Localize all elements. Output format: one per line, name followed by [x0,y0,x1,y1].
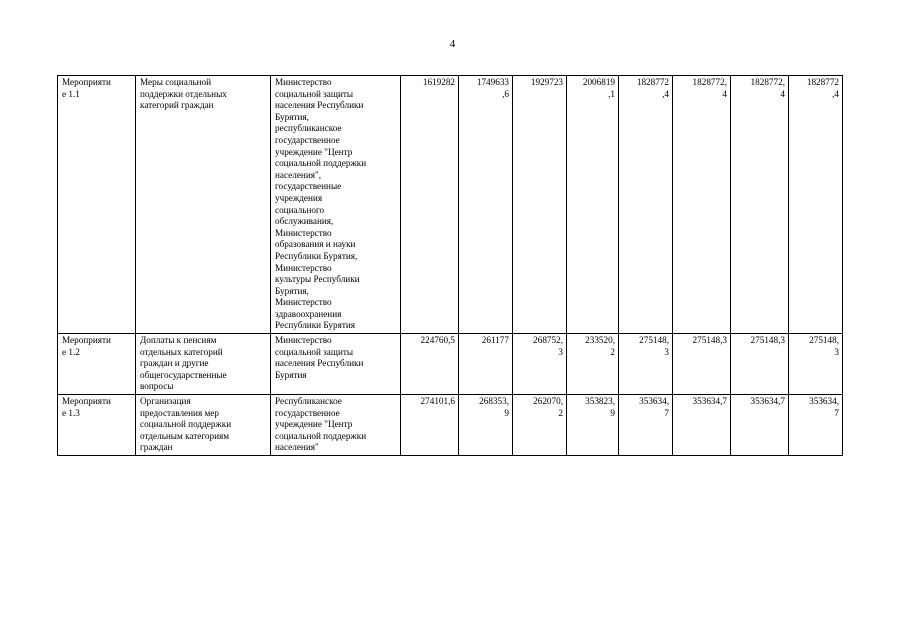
funding-value-cell [619,334,673,395]
measure-code-cell [58,334,136,395]
funding-value-cell-line: ,4 [662,88,669,99]
funding-value-cell-line: 353634,7 [692,396,727,407]
funding-value-cell-line: 1828772 [806,77,839,87]
funding-value-cell [673,334,731,395]
executor-cell-line: государственное [275,134,340,145]
executor-cell-line: Республики Бурятия, [275,250,358,261]
funding-value-cell-line: 3 [834,346,839,357]
executor-cell-line: Республики Бурятия [275,320,356,331]
measure-code-cell-line: Мероприяти [62,335,111,346]
funding-value-cell-line: 275148,3 [692,335,727,346]
executor-cell-line: населения" [275,442,319,453]
funding-value-cell [731,334,789,395]
executor-cell-line: Бурятия, [275,111,309,122]
funding-value-cell-line: 1828772, [692,77,727,87]
measure-name-cell [136,395,271,456]
page-number: 4 [449,38,456,50]
funding-value-cell-line: 268353, [479,396,509,407]
funding-value-cell-line: 275148, [809,335,839,346]
funding-value-cell-line: 353634, [639,396,669,407]
executor-cell-line: республиканское [275,123,342,134]
funding-value-cell [619,395,673,456]
executor-cell-line: Бурятия, [275,285,309,296]
funding-value-cell [401,76,459,334]
measure-code-cell-line: е 1.2 [62,346,80,357]
measure-name-cell-line: поддержки отдельных [140,88,227,99]
measure-name-cell-line: социальной поддержки [140,419,232,430]
executor-cell-line: государственные [275,181,342,192]
funding-value-cell-line: 2 [558,407,563,418]
funding-value-cell-line: 9 [504,407,509,418]
funding-value-cell [731,395,789,456]
executor-cell [271,334,401,395]
table-row [58,76,843,334]
executor-cell-line: образования и науки [275,239,356,250]
funding-value-cell [619,76,673,334]
funding-value-cell-line: 1828772 [636,77,669,87]
measure-name-cell-line: отдельным категориям [140,430,230,441]
funding-value-cell-line: 233520, [585,335,615,346]
funding-value-cell-line: 274101,6 [420,396,455,407]
funding-value-cell-line: 4 [722,88,727,99]
executor-cell-line: социальной защиты [275,88,354,99]
funding-value-cell-line: 3 [664,346,669,357]
measure-name-cell-line: Организация [140,396,191,407]
measure-code-cell [58,76,136,334]
measure-name-cell-line: отдельных категорий [140,346,223,357]
funding-value-cell [459,334,513,395]
executor-cell-line: Бурятия [275,369,307,380]
funding-value-cell [513,334,567,395]
funding-value-cell-line: 4 [780,88,785,99]
measure-name-cell-line: граждан и другие [140,358,209,369]
funding-value-cell [731,76,789,334]
executor-cell-line: культуры Республики [275,274,360,285]
funding-value-cell-line: 1929723 [530,77,563,87]
table-body [58,76,843,456]
funding-value-cell-line: 1828772, [750,77,785,87]
measure-code-cell-line: е 1.1 [62,88,80,99]
funding-value-cell-line: 275148,3 [750,335,785,346]
funding-value-cell-line: 262070, [533,396,563,407]
funding-value-cell [459,76,513,334]
funding-value-cell [513,395,567,456]
measure-name-cell [136,76,271,334]
program-measures-table [57,75,843,456]
funding-value-cell-line: 2006819 [582,77,615,87]
measure-code-cell-line: Мероприяти [62,77,111,87]
measure-name-cell-line: вопросы [140,381,174,392]
measure-name-cell-line: Доплаты к пенсиям [140,335,217,346]
measure-code-cell-line: Мероприяти [62,396,111,407]
measure-name-cell [136,334,271,395]
measure-name-cell-line: общегосударственные [140,369,227,380]
funding-value-cell-line: 261177 [481,335,509,346]
executor-cell-line: Министерство [275,227,332,238]
funding-value-cell-line: 268752, [533,335,563,346]
executor-cell-line: государственное [275,407,340,418]
executor-cell-line: Министерство [275,77,332,87]
funding-value-cell-line: 3 [558,346,563,357]
executor-cell-line: населения Республики [275,358,364,369]
funding-value-cell [567,334,619,395]
measure-name-cell-line: Меры социальной [140,77,212,87]
funding-value-cell [459,395,513,456]
funding-value-cell-line: 7 [834,407,839,418]
executor-cell-line: обслуживания, [275,216,334,227]
executor-cell-line: Министерство [275,297,332,308]
executor-cell-line: Республиканское [275,396,342,407]
measure-name-cell-line: граждан [140,442,173,453]
funding-value-cell-line: 224760,5 [420,335,455,346]
executor-cell-line: учреждение "Центр [275,419,353,430]
executor-cell [271,395,401,456]
funding-value-cell [673,395,731,456]
measure-code-cell [58,395,136,456]
funding-value-cell-line: ,6 [502,88,509,99]
executor-cell-line: социального [275,204,325,215]
measure-code-cell-line: е 1.3 [62,407,80,418]
funding-value-cell-line: 1749633 [476,77,509,87]
funding-value-cell-line: 353634, [809,396,839,407]
funding-value-cell-line: 9 [610,407,615,418]
funding-value-cell [567,76,619,334]
executor-cell-line: социальной защиты [275,346,354,357]
funding-value-cell [401,334,459,395]
funding-value-cell-line: ,1 [608,88,615,99]
funding-value-cell-line: 7 [664,407,669,418]
funding-value-cell [401,395,459,456]
executor-cell-line: здравоохранения [275,308,342,319]
funding-value-cell [789,76,843,334]
executor-cell-line: учреждение "Центр [275,146,353,157]
executor-cell [271,76,401,334]
table-row [58,334,843,395]
executor-cell-line: населения Республики [275,100,364,111]
funding-value-cell [789,334,843,395]
executor-cell-line: населения", [275,169,322,180]
executor-cell-line: учреждения [275,192,323,203]
executor-cell-line: социальной поддержки [275,430,367,441]
executor-cell-line: социальной поддержки [275,158,367,169]
funding-value-cell [789,395,843,456]
funding-value-cell-line: 353823, [585,396,615,407]
funding-value-cell-line: 275148, [639,335,669,346]
executor-cell-line: Министерство [275,262,332,273]
measure-name-cell-line: предоставления мер [140,407,219,418]
funding-value-cell [513,76,567,334]
funding-value-cell-line: 1619282 [422,77,455,87]
funding-value-cell [673,76,731,334]
funding-value-cell-line: ,4 [832,88,839,99]
table-row [58,395,843,456]
measure-name-cell-line: категорий граждан [140,100,214,111]
executor-cell-line: Министерство [275,335,332,346]
funding-value-cell-line: 353634,7 [750,396,785,407]
funding-value-cell [567,395,619,456]
funding-value-cell-line: 2 [610,346,615,357]
